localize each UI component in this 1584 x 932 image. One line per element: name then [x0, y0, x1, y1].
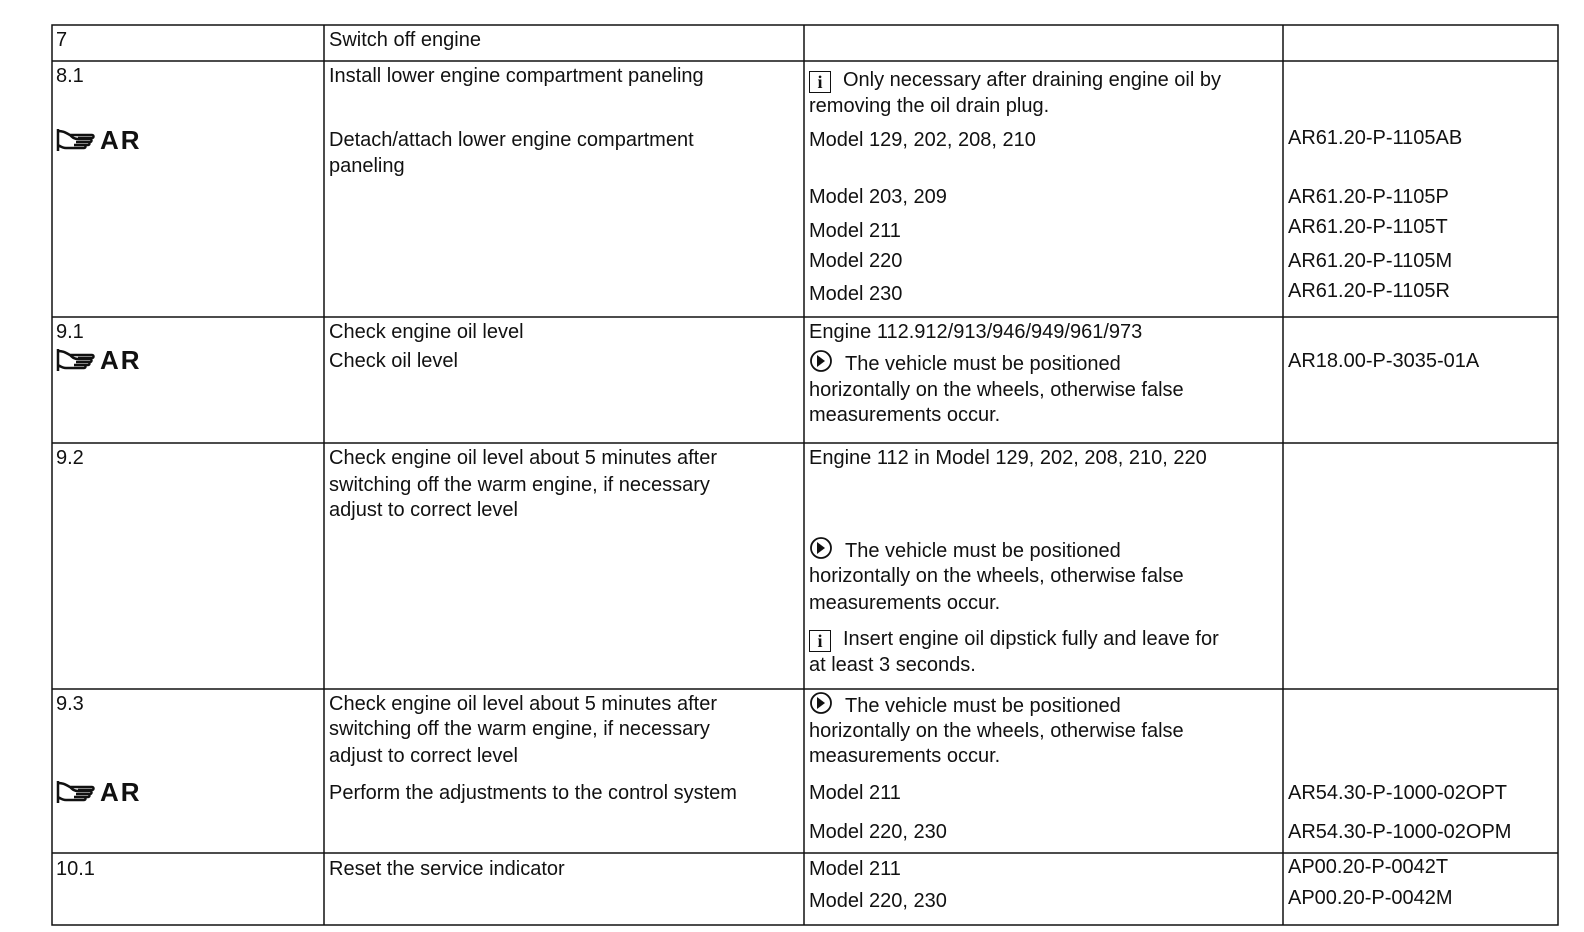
warning-text: measurements occur.: [809, 745, 1001, 767]
info-icon: i: [809, 630, 831, 652]
task-text: Perform the adjustments to the control system: [329, 782, 737, 804]
reference-link[interactable]: AR61.20-P-1105M: [1288, 250, 1453, 272]
reference-link[interactable]: AP00.20-P-0042M: [1288, 887, 1453, 909]
step-number: 9.1: [56, 321, 84, 343]
task-text: Install lower engine compartment paneling: [329, 65, 704, 87]
reference-link[interactable]: AP00.20-P-0042T: [1288, 856, 1449, 878]
task-text: Reset the service indicator: [329, 858, 565, 880]
warning-arrow-icon: [809, 691, 833, 715]
ar-label: AR: [100, 125, 142, 155]
info-icon: i: [809, 71, 831, 93]
model-text: Model 211: [809, 782, 901, 804]
warning-text: horizontally on the wheels, otherwise false: [809, 379, 1184, 401]
model-text: Model 220: [809, 250, 903, 272]
task-text: paneling: [329, 155, 405, 177]
warning-text: horizontally on the wheels, otherwise false: [809, 720, 1184, 742]
warning-line: The vehicle must be positioned: [845, 353, 1121, 375]
warning-text: measurements occur.: [809, 404, 1001, 426]
step-number: 9.3: [56, 693, 84, 715]
reference-link[interactable]: AR61.20-P-1105T: [1288, 216, 1448, 238]
note-line: Only necessary after draining engine oil by: [843, 69, 1221, 91]
warning-text: [809, 691, 1121, 719]
note-text: [809, 626, 1219, 652]
engine-text: Engine 112.912/913/946/949/961/973: [809, 321, 1143, 343]
task-text: Check engine oil level about 5 minutes after: [329, 447, 718, 469]
note-line: Insert engine oil dipstick fully and leave for: [843, 628, 1219, 650]
note-text: [809, 67, 1221, 93]
model-text: Model 230: [809, 283, 903, 305]
task-text: switching off the warm engine, if necessary: [329, 718, 710, 740]
ar-label: AR: [100, 345, 142, 375]
warning-arrow-icon: [809, 349, 833, 373]
reference-link[interactable]: AR54.30-P-1000-02OPM: [1288, 821, 1512, 843]
pointing-hand-icon: [56, 127, 96, 153]
engine-text: Engine 112 in Model 129, 202, 208, 210, 220: [809, 447, 1207, 469]
note-text: at least 3 seconds.: [809, 654, 976, 676]
task-text: Detach/attach lower engine compartment: [329, 129, 694, 151]
step-number: 8.1: [56, 65, 84, 87]
warning-line: The vehicle must be positioned: [845, 540, 1121, 562]
pointing-hand-icon: [56, 779, 96, 805]
warning-text: horizontally on the wheels, otherwise false: [809, 565, 1184, 587]
model-text: Model 203, 209: [809, 186, 947, 208]
model-text: Model 129, 202, 208, 210: [809, 129, 1036, 151]
reference-link[interactable]: AR61.20-P-1105P: [1288, 186, 1449, 208]
reference-link[interactable]: AR54.30-P-1000-02OPT: [1288, 782, 1508, 804]
pointing-hand-icon: [56, 347, 96, 373]
task-text: adjust to correct level: [329, 499, 518, 521]
model-text: Model 220, 230: [809, 821, 947, 843]
model-text: Model 220, 230: [809, 890, 947, 912]
ar-reference-marker[interactable]: [56, 125, 142, 155]
note-text: removing the oil drain plug.: [809, 95, 1050, 117]
warning-text: [809, 349, 1121, 377]
ar-label: AR: [100, 777, 142, 807]
step-number: 7: [56, 29, 68, 51]
task-text: Switch off engine: [329, 29, 481, 51]
task-text: adjust to correct level: [329, 745, 518, 767]
step-number: 10.1: [56, 858, 95, 880]
task-text: Check oil level: [329, 350, 458, 372]
reference-link[interactable]: AR61.20-P-1105AB: [1288, 127, 1463, 149]
warning-arrow-icon: [809, 536, 833, 560]
model-text: Model 211: [809, 858, 901, 880]
step-number: 9.2: [56, 447, 84, 469]
task-text: Check engine oil level: [329, 321, 524, 343]
task-text: switching off the warm engine, if necessary: [329, 474, 710, 496]
model-text: Model 211: [809, 220, 901, 242]
reference-link[interactable]: AR18.00-P-3035-01A: [1288, 350, 1480, 372]
warning-text: [809, 536, 1121, 564]
warning-line: The vehicle must be positioned: [845, 695, 1121, 717]
reference-link[interactable]: AR61.20-P-1105R: [1288, 280, 1450, 302]
ar-reference-marker[interactable]: [56, 777, 142, 807]
warning-text: measurements occur.: [809, 592, 1001, 614]
task-text: Check engine oil level about 5 minutes after: [329, 693, 718, 715]
ar-reference-marker[interactable]: [56, 345, 142, 375]
